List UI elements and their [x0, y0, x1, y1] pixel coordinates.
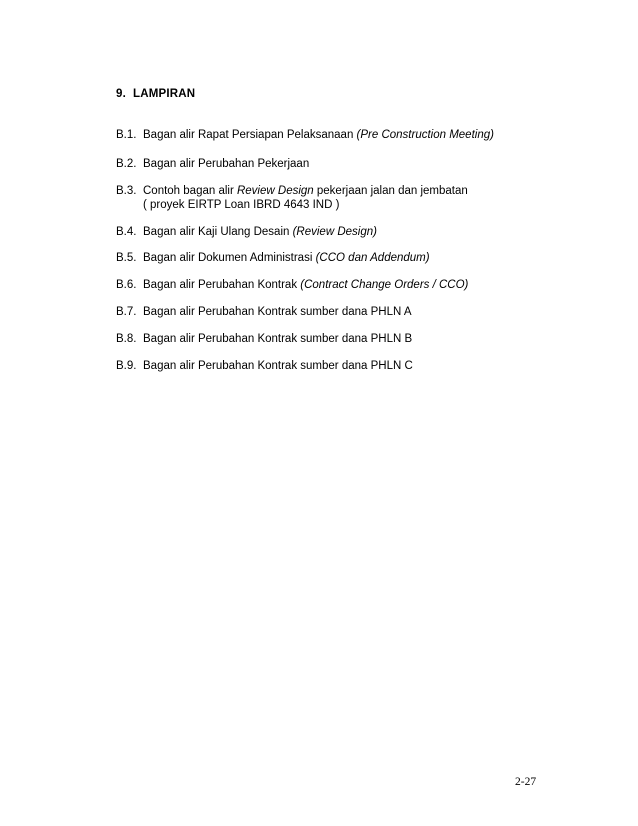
appendix-item-b8: [116, 332, 412, 346]
item-code: B.4.: [116, 226, 137, 238]
appendix-item-b9: [116, 359, 413, 373]
item-text: Bagan alir Perubahan Kontrak sumber dana PHLN B: [143, 333, 413, 345]
appendix-item-b5: [116, 251, 430, 265]
item-text: Bagan alir Kaji Ulang Desain: [143, 226, 293, 238]
section-title: LAMPIRAN: [133, 88, 196, 100]
item-italic-text: (CCO dan Addendum): [315, 252, 430, 264]
appendix-item-b6: [116, 278, 468, 292]
item-code: B.2.: [116, 158, 137, 170]
section-heading: [116, 88, 195, 100]
item-italic-text: (Review Design): [292, 226, 377, 238]
item-text-after: pekerjaan jalan dan jembatan: [313, 185, 468, 197]
item-code: B.5.: [116, 252, 137, 264]
item-code: B.7.: [116, 306, 137, 318]
item-text: Bagan alir Perubahan Kontrak: [143, 279, 301, 291]
appendix-item-b1: [116, 128, 494, 142]
item-code: B.6.: [116, 279, 137, 291]
item-text: Bagan alir Perubahan Kontrak sumber dana PHLN A: [143, 306, 412, 318]
item-code: B.3.: [116, 185, 137, 197]
item-code: B.8.: [116, 333, 137, 345]
item-text: Bagan alir Perubahan Pekerjaan: [143, 158, 310, 170]
page-number: 2-27: [515, 776, 537, 788]
section-number: 9.: [116, 88, 126, 100]
appendix-item-b4: [116, 225, 377, 239]
appendix-item-b7: [116, 305, 412, 319]
appendix-item-b2: [116, 157, 309, 171]
item-italic-text: (Contract Change Orders / CCO): [300, 279, 469, 291]
item-text: Bagan alir Rapat Persiapan Pelaksanaan: [143, 129, 357, 141]
item-italic-text: Review Design: [236, 185, 314, 197]
item-italic-text: (Pre Construction Meeting): [356, 129, 494, 141]
item-text: Bagan alir Perubahan Kontrak sumber dana PHLN C: [143, 360, 413, 372]
item-code: B.1.: [116, 129, 137, 141]
item-second-line: ( proyek EIRTP Loan IBRD 4643 IND ): [143, 199, 340, 211]
item-text: Contoh bagan alir: [143, 185, 237, 197]
item-text: Bagan alir Dokumen Administrasi: [143, 252, 316, 264]
item-code: B.9.: [116, 360, 137, 372]
appendix-item-b3: [116, 184, 468, 212]
